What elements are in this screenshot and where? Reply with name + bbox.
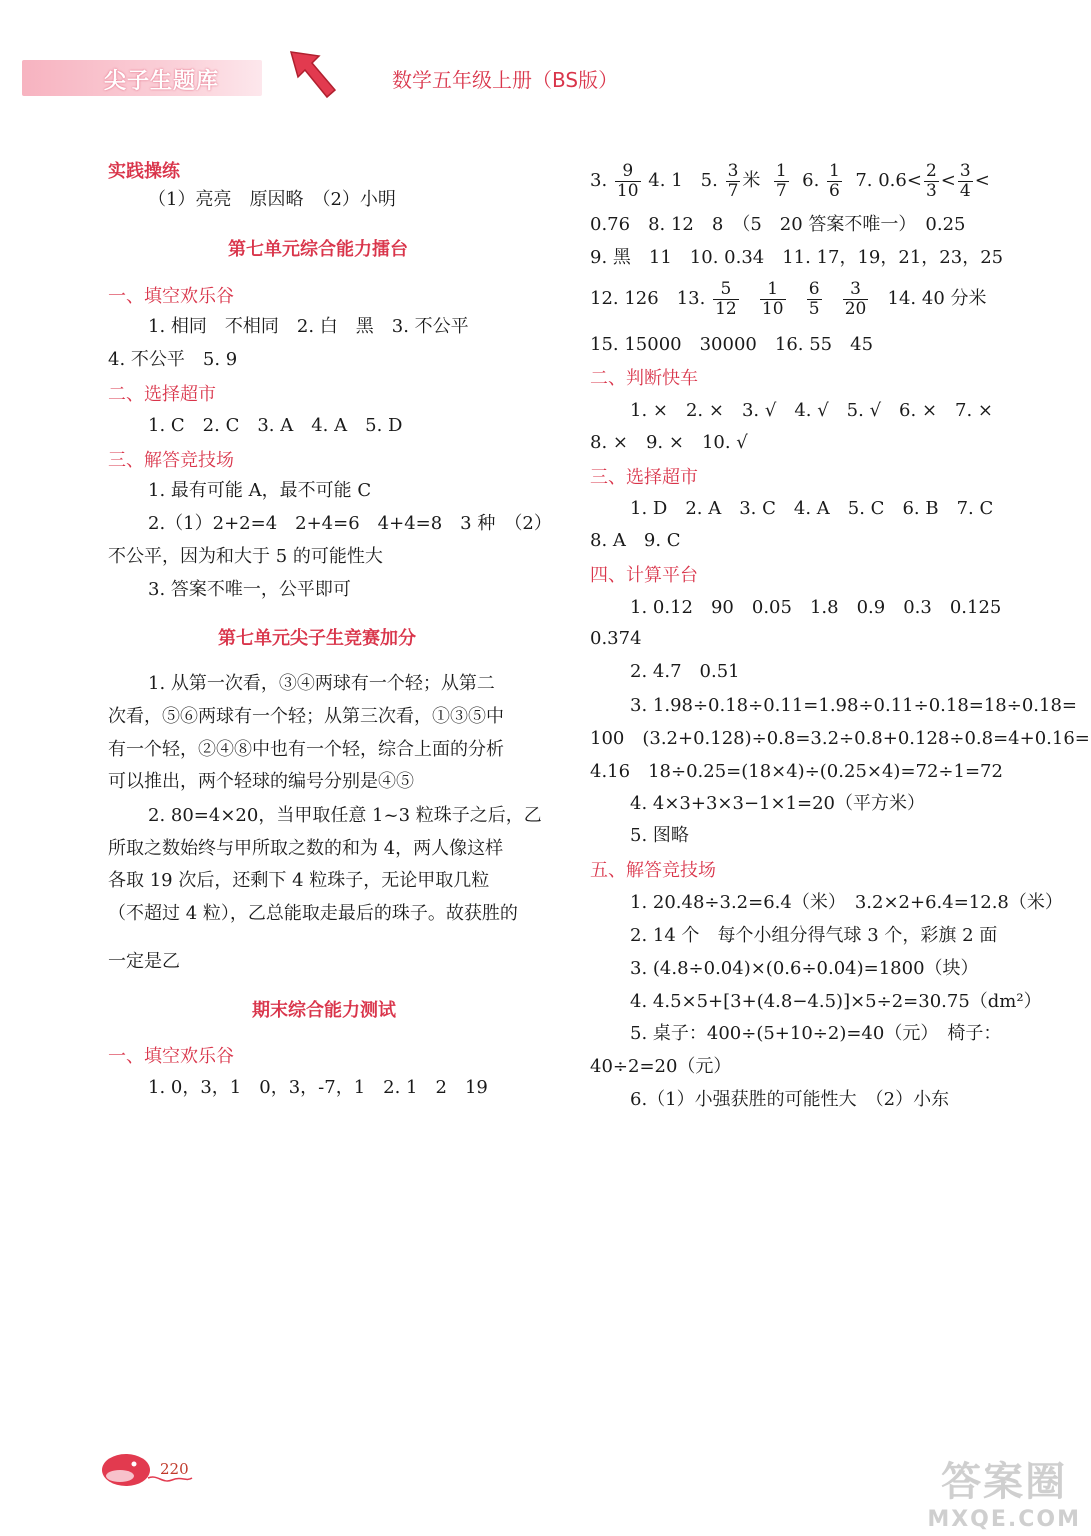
answer-line: 6.（1）小强获胜的可能性大 （2）小东 xyxy=(630,1089,950,1110)
fraction: $\frac{3}{20}$ xyxy=(844,278,867,319)
fraction: $\frac{3}{7}$ xyxy=(727,160,739,201)
fraction: $\frac{1}{6}$ xyxy=(829,160,840,201)
answer-line: 1. C 2. C 3. A 4. A 5. D xyxy=(148,415,403,436)
watermark xyxy=(927,1450,1081,1532)
answer-line: 3. 答案不唯一，公平即可 xyxy=(148,579,351,600)
answer-line: 8. × 9. × 10. √ xyxy=(590,432,748,453)
section-heading-final-test: 期末综合能力测试 xyxy=(252,1000,396,1021)
answer-line: 9. 黑 11 10. 0.34 11. 17，19，21，23，25 xyxy=(590,247,1004,268)
answer-line: 4. 4.5×5+[3+(4.8−4.5)]×5÷2=30.75（dm²） xyxy=(630,991,1042,1012)
answer-line: 5. 桌子：400÷(5+10÷2)=40（元） 椅子： xyxy=(630,1023,1002,1044)
answer-line: 1. D 2. A 3. C 4. A 5. C 6. B 7. C xyxy=(630,498,994,519)
answer-line: 2.（1）2+2=4 2+4=6 4+4=8 3 种 （2） xyxy=(148,513,552,534)
brand-label: 尖子生题库 xyxy=(104,69,220,94)
answer-line: 一定是乙 xyxy=(108,951,180,972)
answer-line: 有一个轻，②④⑧中也有一个轻，综合上面的分析 xyxy=(108,739,504,760)
book-title: 数学五年级上册（BS版） xyxy=(392,68,619,92)
fraction: $\frac{3}{4}$ xyxy=(959,160,971,201)
section-heading-unit7-arena: 第七单元综合能力擂台 xyxy=(228,239,408,260)
answer-line: 2. 80=4×20，当甲取任意 1~3 粒珠子之后，乙 xyxy=(148,805,542,826)
answer-line: 2. 4.7 0.51 xyxy=(630,661,740,682)
answer-line: 1. 从第一次看，③④两球有一个轻；从第二 xyxy=(148,673,495,694)
red-arrow-icon xyxy=(285,46,341,102)
answer-line-fractions: 12. 126 13. $\frac{5}{12}$ $\frac{1}{10}$ $\frac{6}{5}$ $\frac{3}{20}$ 14. 40 分米 xyxy=(590,278,987,319)
answer-line: 40÷2=20（元） xyxy=(590,1056,732,1077)
answer-line: 可以推出，两个轻球的编号分别是④⑤ xyxy=(108,771,414,792)
answer-line: 1. × 2. × 3. √ 4. √ 5. √ 6. × 7. × xyxy=(630,400,994,421)
answer-line: 4.16 18÷0.25=(18×4)÷(0.25×4)=72÷1=72 xyxy=(590,761,1003,782)
answer-line: 8. A 9. C xyxy=(590,530,681,551)
section-heading-unit7-contest: 第七单元尖子生竞赛加分 xyxy=(218,628,416,649)
page-number: 220 xyxy=(160,1460,189,1478)
answer-line: 2. 14 个 每个小组分得气球 3 个，彩旗 2 面 xyxy=(630,925,998,946)
answer-line: 3. (4.8÷0.04)×(0.6÷0.04)=1800（块） xyxy=(630,958,979,979)
answer-line: 0.76 8. 12 8 （5 20 答案不唯一） 0.25 xyxy=(590,214,966,235)
answer-line: 5. 图略 xyxy=(630,825,689,846)
fraction: $\frac{6}{5}$ xyxy=(808,278,820,319)
brand-banner xyxy=(22,60,262,96)
answer-line: 1. 最有可能 A，最不可能 C xyxy=(148,480,372,501)
answer-line: 3. 1.98÷0.18÷0.11=1.98÷0.11÷0.18=18÷0.18= xyxy=(630,695,1078,716)
section-heading-practice: 实践操练 xyxy=(108,161,180,182)
fraction: $\frac{1}{10}$ xyxy=(761,278,784,319)
answer-line: 0.374 xyxy=(590,628,642,649)
subheading-judge: 二、判断快车 xyxy=(590,368,698,389)
subheading-answers: 五、解答竞技场 xyxy=(590,860,716,881)
subheading-fill: 一、填空欢乐谷 xyxy=(108,1046,234,1067)
answer-line-fractions: 3. $\frac{9}{10}$ 4. 1 5. $\frac{3}{7}$ 米 $\frac{1}{7}$ 6. $\frac{1}{6}$ 7. 0.6< $\frac{2}{3}$ < $\frac{3}{4}$ < xyxy=(590,160,990,201)
answer-line: 4. 不公平 5. 9 xyxy=(108,349,238,370)
fraction: $\frac{2}{3}$ xyxy=(925,160,937,201)
answer-line: 100 (3.2+0.128)÷0.8=3.2÷0.8+0.128÷0.8=4+0.16= xyxy=(590,728,1090,749)
subheading-calc: 四、计算平台 xyxy=(590,565,698,586)
answer-line: 各取 19 次后，还剩下 4 粒珠子，无论甲取几粒 xyxy=(108,870,490,891)
answer-line: 15. 15000 30000 16. 55 45 xyxy=(590,334,874,355)
subheading-choice: 二、选择超市 xyxy=(108,384,216,405)
answer-line: 1. 20.48÷3.2=6.4（米） 3.2×2+6.4=12.8（米） xyxy=(630,892,1063,913)
watermark-bottom: MXQE.COM xyxy=(927,1507,1081,1532)
watermark-top: 答案圈 xyxy=(941,1459,1068,1505)
subheading-answers: 三、解答竞技场 xyxy=(108,450,234,471)
answer-line: 所取之数始终与甲所取之数的和为 4，两人像这样 xyxy=(108,838,504,859)
answer-line: 次看，⑤⑥两球有一个轻；从第三次看，①③⑤中 xyxy=(108,706,504,727)
subheading-fill: 一、填空欢乐谷 xyxy=(108,286,234,307)
answer-line: 4. 4×3+3×3−1×1=20（平方米） xyxy=(630,793,926,814)
fraction: $\frac{9}{10}$ xyxy=(616,160,639,201)
answer-line: 1. 相同 不相同 2. 白 黑 3. 不公平 xyxy=(148,316,469,337)
fraction: $\frac{5}{12}$ xyxy=(715,278,737,319)
answer-line: 不公平，因为和大于 5 的可能性大 xyxy=(108,546,383,567)
subheading-choice: 三、选择超市 xyxy=(590,467,698,488)
answer-line: 1. 0，3，1 0，3，-7，1 2. 1 2 19 xyxy=(148,1077,488,1098)
answer-line: （不超过 4 粒），乙总能取走最后的珠子。故获胜的 xyxy=(108,903,518,924)
answer-line: 1. 0.12 90 0.05 1.8 0.9 0.3 0.125 xyxy=(630,597,1002,618)
answer-line: （1）亮亮 原因略 （2）小明 xyxy=(148,189,396,210)
fraction: $\frac{1}{7}$ xyxy=(775,160,787,201)
